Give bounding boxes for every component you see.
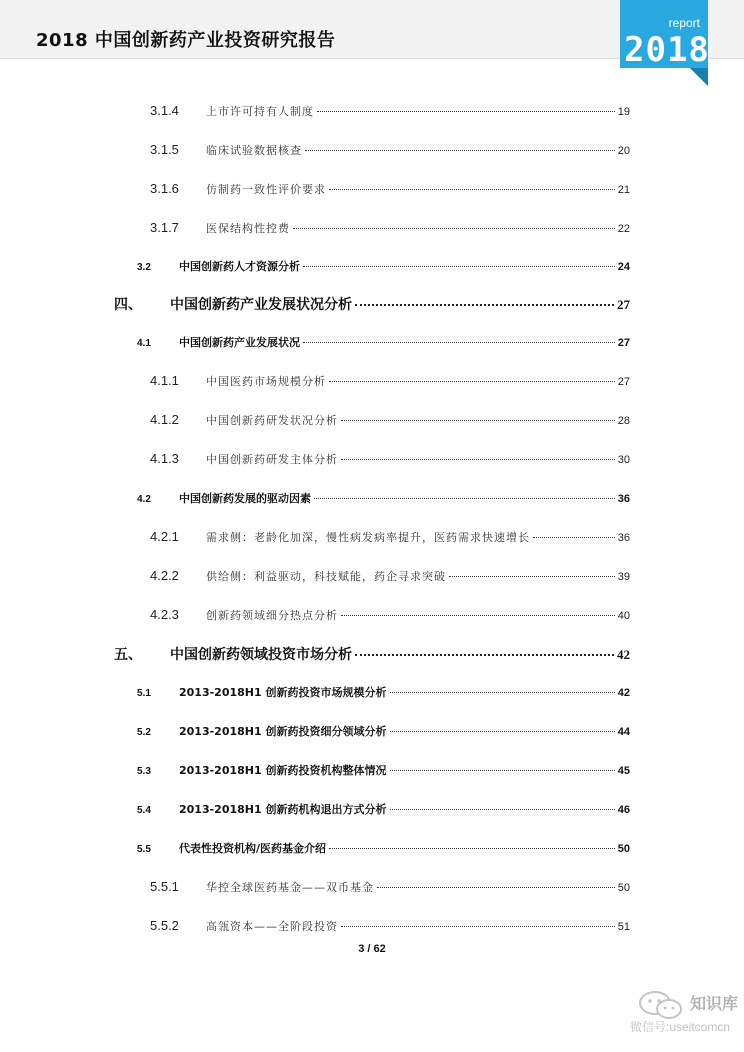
toc-entry-page: 28 [617, 415, 630, 427]
toc-entry-title: 中国创新药发展的驱动因素 [179, 492, 311, 505]
toc-dot-leader [390, 731, 615, 732]
toc-entry-title: 中国创新药产业发展状况 [179, 336, 300, 349]
toc-entry-number: 4.1.1 [150, 373, 179, 388]
toc-entry[interactable] [150, 181, 630, 197]
toc-entry-number: 3.1.4 [150, 103, 179, 118]
toc-entry-number: 4.2.3 [150, 607, 179, 622]
toc-entry-title: 医保结构性控费 [206, 222, 290, 235]
toc-entry[interactable] [150, 879, 630, 895]
toc-entry-number: 4.2 [137, 494, 151, 505]
toc-entry[interactable] [137, 840, 630, 856]
toc-entry-number: 5.5 [137, 844, 151, 855]
toc-entry-number: 四、 [114, 297, 142, 313]
toc-entry-title: 中国创新药研发主体分析 [206, 453, 338, 466]
page-number: 3 / 62 [358, 943, 386, 955]
toc-dot-leader [329, 848, 615, 849]
toc-entry-title: 代表性投资机构/医药基金介绍 [179, 842, 327, 855]
toc-entry-number: 3.1.7 [150, 220, 179, 235]
toc-entry-page: 20 [617, 145, 630, 157]
toc-dot-leader [329, 189, 615, 190]
toc-entry[interactable] [150, 220, 630, 236]
toc-dot-leader [355, 304, 614, 306]
toc-dot-leader [341, 420, 615, 421]
toc-dot-leader [355, 654, 614, 656]
toc-entry-number: 五、 [114, 647, 142, 663]
toc-entry-number: 5.2 [137, 727, 151, 738]
toc-dot-leader [303, 342, 615, 343]
toc-entry-title: 仿制药一致性评价要求 [206, 183, 326, 196]
toc-entry-page: 27 [617, 297, 630, 312]
toc-entry-title: 华控全球医药基金——双币基金 [206, 881, 374, 894]
toc-entry[interactable] [137, 258, 630, 274]
toc-entry-number: 4.1.2 [150, 412, 179, 427]
year-badge [620, 0, 708, 86]
toc-entry-title: 中国创新药领域投资市场分析 [170, 647, 352, 663]
toc-entry-title: 临床试验数据核查 [206, 144, 302, 157]
toc-entry-page: 27 [617, 376, 630, 388]
watermark-account: 微信号:useitcomcn [630, 1020, 731, 1034]
toc-entry-page: 30 [617, 454, 630, 466]
badge-report-label: report [668, 16, 700, 30]
toc-entry-page: 36 [617, 532, 630, 544]
toc-entry[interactable] [137, 762, 630, 778]
toc-dot-leader [293, 228, 615, 229]
toc-entry[interactable] [150, 142, 630, 158]
toc-entry-title: 2013-2018H1 创新药投资机构整体情况 [179, 764, 387, 777]
toc-dot-leader [314, 498, 615, 499]
toc-entry-title: 需求侧：老龄化加深，慢性病发病率提升，医药需求快速增长 [206, 531, 530, 544]
toc-entry-page: 51 [617, 921, 630, 933]
toc-dot-leader [390, 809, 615, 810]
toc-entry-title: 中国创新药产业发展状况分析 [170, 297, 352, 313]
watermark-name: 知识库 [690, 994, 739, 1013]
toc-entry[interactable] [150, 918, 630, 934]
toc-dot-leader [449, 576, 615, 577]
toc-entry-title: 高瓴资本——全阶段投资 [206, 920, 338, 933]
toc-entry[interactable] [150, 568, 630, 584]
toc-entry[interactable] [114, 644, 630, 664]
toc-entry-page: 42 [617, 687, 630, 699]
toc-entry-number: 4.2.2 [150, 568, 179, 583]
toc-entry-number: 5.5.1 [150, 879, 179, 894]
toc-entry[interactable] [150, 607, 630, 623]
toc-entry-page: 27 [617, 337, 630, 349]
toc-entry-page: 22 [617, 223, 630, 235]
toc-entry[interactable] [137, 684, 630, 700]
toc-entry-number: 5.3 [137, 766, 151, 777]
toc-entry-page: 44 [617, 726, 630, 738]
toc-entry-number: 5.5.2 [150, 918, 179, 933]
toc-entry-number: 3.1.5 [150, 142, 179, 157]
toc-dot-leader [329, 381, 615, 382]
toc-entry-number: 4.1 [137, 338, 151, 349]
toc-entry[interactable] [137, 334, 630, 350]
toc-entry[interactable] [137, 801, 630, 817]
toc-entry-title: 2013-2018H1 创新药机构退出方式分析 [179, 803, 387, 816]
toc-entry-title: 中国创新药研发状况分析 [206, 414, 338, 427]
toc-entry-title: 创新药领域细分热点分析 [206, 609, 338, 622]
toc-entry-title: 中国医药市场规模分析 [206, 375, 326, 388]
toc-dot-leader [305, 150, 615, 151]
toc-entry-page: 39 [617, 571, 630, 583]
toc-entry-title: 2013-2018H1 创新药投资市场规模分析 [179, 686, 387, 699]
toc-entry-title: 2013-2018H1 创新药投资细分领域分析 [179, 725, 387, 738]
toc-entry-title: 供给侧：利益驱动，科技赋能，药企寻求突破 [206, 570, 446, 583]
toc-dot-leader [390, 770, 615, 771]
toc-entry-page: 19 [617, 106, 630, 118]
toc-entry-page: 50 [617, 843, 630, 855]
report-title: 2018 中国创新药产业投资研究报告 [36, 30, 336, 51]
toc-entry[interactable] [137, 723, 630, 739]
toc-entry[interactable] [150, 373, 630, 389]
toc-entry-page: 45 [617, 765, 630, 777]
toc-dot-leader [377, 887, 615, 888]
toc-entry-number: 3.2 [137, 262, 151, 273]
toc-entry-page: 46 [617, 804, 630, 816]
toc-dot-leader [390, 692, 615, 693]
toc-entry-number: 3.1.6 [150, 181, 179, 196]
toc-entry-number: 4.2.1 [150, 529, 179, 544]
toc-entry-page: 24 [617, 261, 630, 273]
toc-entry-page: 42 [617, 647, 630, 662]
toc-dot-leader [341, 459, 615, 460]
toc-entry-number: 5.4 [137, 805, 151, 816]
toc-entry-number: 4.1.3 [150, 451, 179, 466]
toc-dot-leader [341, 615, 615, 616]
toc-entry-title: 上市许可持有人制度 [206, 105, 314, 118]
toc-entry[interactable] [150, 103, 630, 119]
toc-dot-leader [533, 537, 615, 538]
toc-entry-page: 50 [617, 882, 630, 894]
toc-entry-page: 36 [617, 493, 630, 505]
toc-dot-leader [317, 111, 615, 112]
wechat-icon [638, 990, 684, 1020]
toc-entry[interactable] [150, 451, 630, 467]
toc-dot-leader [341, 926, 615, 927]
badge-year-label: 2018 [624, 30, 710, 70]
toc-entry[interactable] [150, 529, 630, 545]
toc-entry[interactable] [150, 412, 630, 428]
toc-entry[interactable] [137, 490, 630, 506]
toc-entry-title: 中国创新药人才资源分析 [179, 260, 300, 273]
toc-dot-leader [303, 266, 615, 267]
toc-entry[interactable] [114, 294, 630, 314]
toc-entry-number: 5.1 [137, 688, 151, 699]
toc-entry-page: 40 [617, 610, 630, 622]
toc-entry-page: 21 [617, 184, 630, 196]
